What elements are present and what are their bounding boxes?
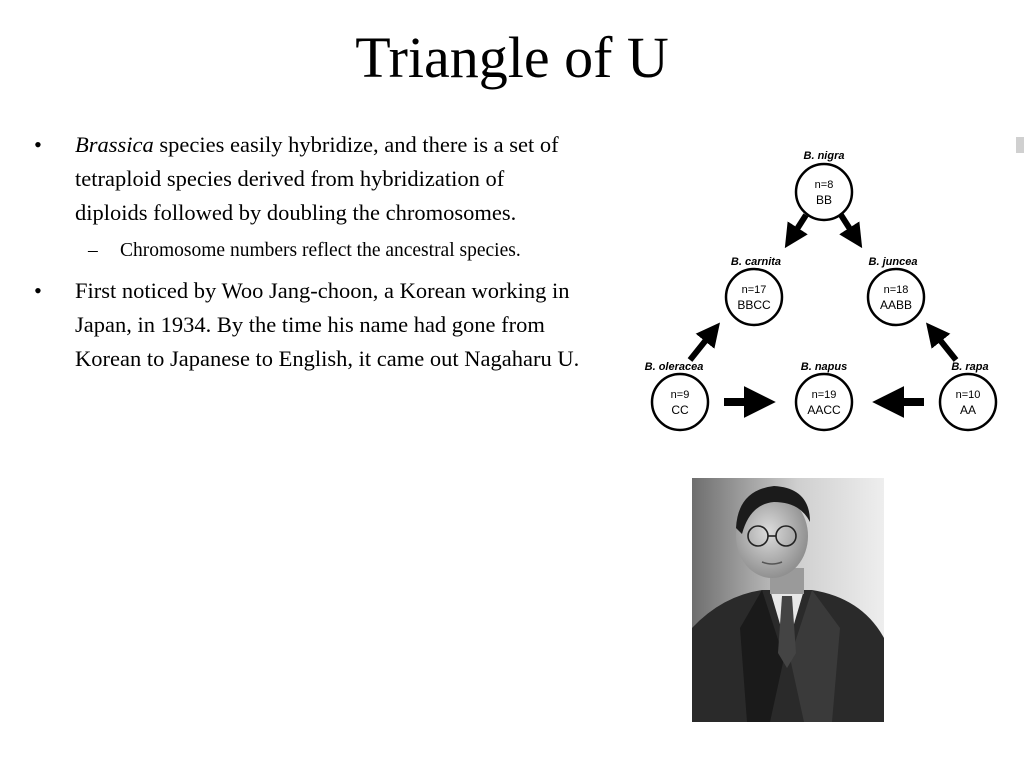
genome-label: AABB [879, 298, 913, 312]
bullet-text: First noticed by Woo Jang-choon, a Korean working in Japan, in 1934. By the time his name had gone from Korean to Japanese to English, it came out Nagaharu U. [75, 278, 580, 371]
arrow-oleracea-to-carinata [690, 330, 714, 360]
genome-label: AA [959, 403, 977, 417]
species-label: B. nigra [803, 150, 845, 162]
arrow-nigra-to-juncea [841, 215, 857, 240]
slide-title: Triangle of U [355, 25, 669, 90]
bullet-item [30, 274, 580, 376]
bullet-list [30, 128, 580, 382]
species-label: B. oleracea [644, 361, 704, 373]
chromosome-number: n=19 [811, 389, 837, 401]
species-label: B. rapa [951, 361, 989, 373]
sub-bullet-dash: – [88, 240, 98, 261]
portrait-photo [692, 478, 884, 722]
node-circle [726, 269, 782, 325]
genome-label: BBCC [737, 298, 771, 312]
species-label: B. carnita [730, 256, 782, 268]
chromosome-number: n=8 [814, 179, 834, 191]
bullet-dot: • [34, 278, 42, 303]
species-label: B. juncea [868, 256, 918, 268]
chromosome-number: n=17 [741, 284, 767, 296]
sub-bullet-item [30, 236, 580, 266]
edge-artifact [1016, 137, 1024, 153]
bullet-dot: • [34, 132, 42, 157]
genome-label: BB [815, 193, 833, 207]
node-b-carinata [726, 256, 782, 325]
genome-label: AACC [807, 403, 841, 417]
genus-name: Brassica [75, 132, 154, 157]
node-circle [940, 374, 996, 430]
arrow-nigra-to-carinata [790, 215, 806, 240]
bullet-item [30, 128, 580, 230]
node-circle [868, 269, 924, 325]
node-b-juncea [868, 256, 924, 325]
node-circle [796, 374, 852, 430]
chromosome-number: n=9 [670, 389, 690, 401]
arrow-rapa-to-juncea [932, 330, 956, 360]
species-label: B. napus [800, 361, 848, 373]
chromosome-number: n=18 [883, 284, 909, 296]
node-circle [796, 164, 852, 220]
node-b-nigra [796, 150, 852, 220]
bullet-text: species easily hybridize, and there is a set of tetraploid species derived from hybridization of diploids followed by doubling the chromosomes. [75, 132, 559, 225]
node-circle [652, 374, 708, 430]
chromosome-number: n=10 [955, 389, 981, 401]
node-b-napus [796, 361, 852, 430]
node-b-oleracea [645, 361, 708, 430]
triangle-of-u-diagram [638, 140, 1008, 440]
genome-label: CC [671, 403, 689, 417]
sub-bullet-text: Chromosome numbers reflect the ancestral species. [120, 240, 521, 261]
node-b-rapa [940, 361, 996, 430]
